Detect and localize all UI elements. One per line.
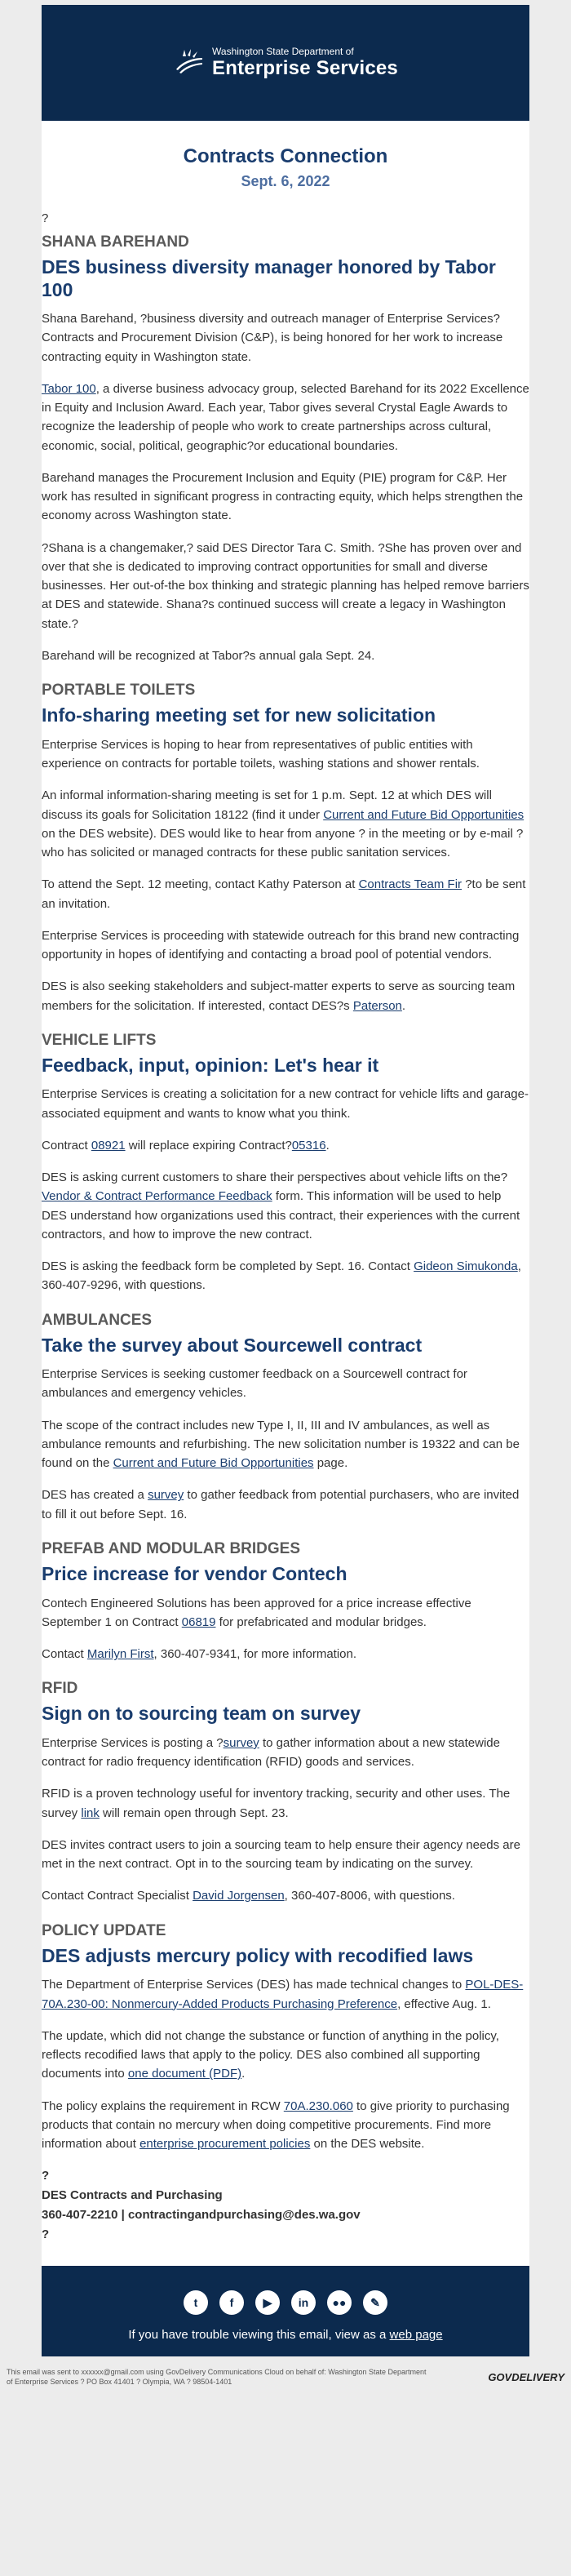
- contact-phone: 360-407-2210: [42, 2208, 118, 2223]
- article-paragraph: DES is asking current customers to share their perspectives about vehicle lifts on the?Vendor & Contract Performance Feedback form. This information will be used to help DES understand how organizations used this contract, their experiences with the current contractors, and how to improve the new contract.: [42, 1170, 520, 1241]
- article-kicker: PREFAB AND MODULAR BRIDGES: [42, 1539, 301, 1557]
- logo-line-1: Washington State Department of: [212, 46, 354, 57]
- article-paragraph: DES is also seeking stakeholders and subject-matter experts to serve as sourcing team members for the solicitation. If interested, contact DES?s Paterson.: [42, 979, 516, 1013]
- article-prefab-bridges: [42, 1540, 529, 1663]
- article-paragraph: DES invites contract users to join a sourcing team to help ensure their agency needs are met in the next contract. Opt in to the sourcing team by indicating on the survey.: [42, 1837, 520, 1872]
- article-paragraph: Shana Barehand, ?business diversity and outreach manager of Enterprise Services? Contracts and Procurement Division (C&P), is being honored for her work to increase contracting equity in Washington state.: [42, 312, 503, 364]
- article-headline: Price increase for vendor Contech: [42, 1562, 347, 1584]
- linkedin-icon[interactable]: in: [291, 2290, 316, 2315]
- placeholder-char: ?: [42, 2227, 50, 2242]
- article-headline: Sign on to sourcing team on survey: [42, 1703, 361, 1725]
- contact-block: [42, 2166, 529, 2245]
- article-paragraph: Contract 08921 will replace expiring Contract?05316.: [42, 1138, 330, 1153]
- fine-print: This email was sent to xxxxxx@gmail.com using GovDelivery Communications Cloud on behalf of: Washington State Department of Enterprise Services ? PO Box 41401 ? Olympia, WA ? 98504-1401: [7, 2368, 427, 2386]
- contract-08921-link[interactable]: 08921: [91, 1138, 126, 1153]
- rfid-survey-link[interactable]: survey: [223, 1735, 259, 1750]
- placeholder-char: ?: [42, 211, 49, 225]
- feedback-form-link[interactable]: Vendor & Contract Performance Feedback: [42, 1189, 272, 1204]
- article-paragraph: Enterprise Services is seeking customer feedback on a Sourcewell contract for ambulances and emergency vehicles.: [42, 1367, 467, 1401]
- logo-line-2: Enterprise Services: [212, 57, 398, 79]
- article-paragraph: Contact Contract Specialist David Jorgensen, 360-407-8006, with questions.: [42, 1889, 455, 1903]
- article-policy-update: [42, 1922, 529, 2154]
- article-shana-barehand: [42, 233, 529, 665]
- marilyn-first-link[interactable]: Marilyn First: [86, 1647, 154, 1662]
- rcw-link[interactable]: 70A.230.060: [283, 2099, 353, 2113]
- contract-05316-link[interactable]: 05316: [291, 1138, 326, 1153]
- placeholder-char: ?: [42, 2169, 50, 2183]
- article-headline: DES business diversity manager honored by Tabor 100: [42, 256, 496, 300]
- article-paragraph: Barehand will be recognized at Tabor?s annual gala Sept. 24.: [42, 648, 375, 663]
- procurement-policies-link[interactable]: enterprise procurement policies: [139, 2137, 311, 2151]
- contact-email: contractingandpurchasing@des.wa.gov: [127, 2208, 361, 2223]
- social-footer: [42, 2266, 529, 2356]
- article-kicker: RFID: [42, 1680, 78, 1698]
- survey-link[interactable]: link: [81, 1805, 100, 1820]
- twitter-icon[interactable]: t: [184, 2290, 208, 2315]
- web-page-link[interactable]: web page: [389, 2328, 443, 2343]
- david-jorgensen-link[interactable]: David Jorgensen: [193, 1889, 285, 1903]
- article-kicker: VEHICLE LIFTS: [42, 1031, 157, 1049]
- article-kicker: PORTABLE TOILETS: [42, 682, 196, 700]
- article-headline: Info-sharing meeting set for new solicitation: [42, 704, 436, 726]
- article-paragraph: The Department of Enterprise Services (DES) has made technical changes to POL-DES-70A.230-00: Nonmercury-Added Products Purchasing Preference, effective Aug. 1.: [42, 1978, 524, 2011]
- sunburst-icon: [173, 47, 206, 79]
- email-header: [42, 5, 529, 121]
- article-paragraph: DES is asking the feedback form be completed by Sept. 16. Contact Gideon Simukonda, 360-407-9296, with questions.: [42, 1259, 521, 1293]
- article-kicker: POLICY UPDATE: [42, 1921, 166, 1939]
- article-paragraph: An informal information-sharing meeting is set for 1 p.m. Sept. 12 at which DES will discuss its goals for Solicitation 18122 (find it under Current and Future Bid Opportunities on the DES website). DES would like to hear from anyone ? in the meeting or by e-mail ? who has solicited or managed contracts for these public sanitation services.: [42, 788, 525, 860]
- article-rfid: [42, 1680, 529, 1905]
- article-paragraph: Contact Marilyn First, 360-407-9341, for more information.: [42, 1647, 357, 1662]
- article-kicker: AMBULANCES: [42, 1311, 153, 1329]
- gideon-simukonda-link[interactable]: Gideon Simukonda: [414, 1259, 518, 1274]
- article-paragraph: RFID is a proven technology useful for inventory tracking, security and other uses. The survey link will remain open through Sept. 23.: [42, 1787, 511, 1820]
- govdelivery-logo: GOVDELIVERY: [488, 2371, 564, 2384]
- pdf-document-link[interactable]: one document (PDF): [127, 2067, 242, 2081]
- des-logo: [173, 46, 398, 80]
- article-ambulances: [42, 1312, 529, 1524]
- article-portable-toilets: [42, 682, 529, 1015]
- newsletter-date: Sept. 6, 2022: [241, 173, 330, 189]
- article-paragraph: To attend the Sept. 12 meeting, contact Kathy Paterson at Contracts Team Fir ?to be sent an invitation.: [42, 877, 526, 911]
- email-body: [42, 121, 529, 2266]
- email-container: [42, 5, 529, 2356]
- bid-opportunities-link[interactable]: Current and Future Bid Opportunities: [113, 1456, 314, 1471]
- tabor-100-link[interactable]: Tabor 100: [42, 381, 96, 396]
- article-vehicle-lifts: [42, 1032, 529, 1295]
- contact-org: DES Contracts and Purchasing: [42, 2188, 223, 2203]
- article-paragraph: The policy explains the requirement in RCW 70A.230.060 to give priority to purchasing products that contain no mercury when doing competitive procurements. Find more information about enterprise procurement policies on the DES website.: [42, 2099, 510, 2151]
- govdelivery-footer: [0, 2356, 571, 2398]
- contracts-team-link[interactable]: Contracts Team Fir: [358, 877, 463, 892]
- facebook-icon[interactable]: f: [219, 2290, 244, 2315]
- youtube-icon[interactable]: ▶: [255, 2290, 280, 2315]
- article-paragraph: Enterprise Services is creating a solicitation for a new contract for vehicle lifts and garage-associated equipment and wants to know what you think.: [42, 1087, 529, 1121]
- article-headline: Take the survey about Sourcewell contract: [42, 1334, 423, 1356]
- survey-link[interactable]: survey: [148, 1488, 184, 1503]
- article-paragraph: DES has created a survey to gather feedback from potential purchasers, who are invited to fill it out before Sept. 16.: [42, 1488, 520, 1521]
- article-headline: Feedback, input, opinion: Let's hear it: [42, 1054, 379, 1076]
- article-paragraph: The update, which did not change the substance or function of anything in the policy, reflects recodified laws that apply to the policy. DES also combined all supporting documents into one document (PDF).: [42, 2028, 499, 2081]
- blog-icon[interactable]: ✎: [363, 2290, 387, 2315]
- article-paragraph: ?Shana is a changemaker,? said DES Director Tara C. Smith. ?She has proven over and over that she is dedicated to improving contract opportunities for small and diverse businesses. Her out-of-the box thinking and strategic planning has helped remove barriers at DES and statewide. Shana?s continued success will create a legacy in Washington state.?: [42, 540, 529, 631]
- contract-06819-link[interactable]: 06819: [181, 1614, 216, 1629]
- article-paragraph: Enterprise Services is posting a ?survey to gather information about a new statewide contract for radio frequency identification (RFID) goods and services.: [42, 1735, 500, 1770]
- article-paragraph: The scope of the contract includes new Type I, II, III and IV ambulances, as well as ambulance remounts and refurbishing. The new solicitation number is 19322 and can be found on the Current and Future Bid Opportunities page.: [42, 1418, 520, 1471]
- view-web-text: If you have trouble viewing this email, view as a web page: [128, 2328, 443, 2343]
- article-kicker: SHANA BAREHAND: [42, 233, 189, 251]
- social-icons: [42, 2290, 529, 2315]
- article-headline: DES adjusts mercury policy with recodified laws: [42, 1944, 474, 1966]
- newsletter-title: Contracts Connection: [183, 145, 388, 167]
- policy-link[interactable]: POL-DES-70A.230-00: Nonmercury-Added Products Purchasing Preference: [42, 1978, 524, 2011]
- bid-opportunities-link[interactable]: Current and Future Bid Opportunities: [323, 807, 525, 822]
- article-paragraph: Enterprise Services is proceeding with statewide outreach for this brand new contracting opportunity in hopes of identifying and contacting a broad pool of potential vendors.: [42, 928, 520, 962]
- article-paragraph: Tabor 100, a diverse business advocacy group, selected Barehand for its 2022 Excellence in Equity and Inclusion Award. Each year, Tabor gives several Crystal Eagle Awards to recognize the leadership of people who work to create partnerships across cultural, economic, social, political, geographic?or educational boundaries.: [42, 381, 529, 453]
- article-paragraph: Contech Engineered Solutions has been approved for a price increase effective September 1 on Contract 06819 for prefabricated and modular bridges.: [42, 1596, 471, 1629]
- article-paragraph: Barehand manages the Procurement Inclusion and Equity (PIE) program for C&P. Her work has resulted in significant progress in contracting equity, which helps strengthen the economy across Washington state.: [42, 470, 524, 523]
- contact-line: 360-407-2210 | contractingandpurchasing@des.wa.gov: [42, 2208, 361, 2223]
- flickr-icon[interactable]: ●●: [327, 2290, 352, 2315]
- article-paragraph: Enterprise Services is hoping to hear from representatives of public entities with experience on contracts for portable toilets, washing stations and shower rentals.: [42, 737, 480, 771]
- paterson-link[interactable]: Paterson: [352, 998, 402, 1013]
